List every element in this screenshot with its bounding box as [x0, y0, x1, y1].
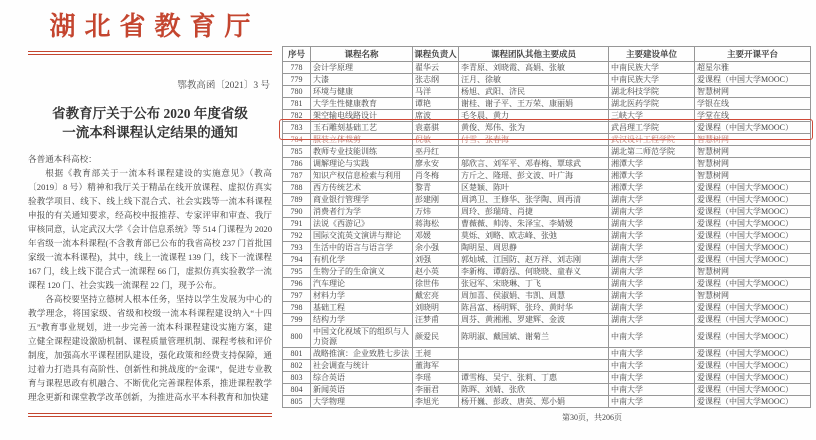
- table-cell: 804: [283, 384, 311, 396]
- table-cell: 李丽君: [413, 384, 459, 396]
- table-cell: 湖北第二师范学院: [609, 146, 695, 158]
- table-cell: 方斤之、隆瑶、彭文波、叶广海: [459, 170, 609, 182]
- table-cell: 周加喜、侯淑娟、韦凯、周慧: [459, 290, 609, 302]
- table-cell: 爱课程（中国大学MOOC）: [695, 74, 811, 86]
- table-cell: 武汉设计工程学院: [609, 134, 695, 146]
- footer-divider-line: [28, 413, 272, 417]
- table-cell: 杨开巍、彭政、唐英、郑小娟: [459, 396, 609, 408]
- table-cell: 爱课程（中国大学MOOC）: [695, 218, 811, 230]
- table-row: [283, 74, 811, 86]
- table-cell: 803: [283, 372, 311, 384]
- column-header: 课程名称: [311, 47, 413, 62]
- official-notice-document: [28, 10, 272, 417]
- table-cell: 779: [283, 74, 311, 86]
- table-row: [283, 170, 811, 182]
- letterhead-title: 湖北省教育厅: [49, 12, 260, 41]
- notice-title-line2: 一流本科课程认定结果的通知: [62, 125, 238, 140]
- table-cell: 湖北科技学院: [609, 86, 695, 98]
- table-cell: 环境与健康: [311, 86, 413, 98]
- table-cell: 爱课程（中国大学MOOC）: [695, 194, 811, 206]
- table-cell: 马洋: [413, 86, 459, 98]
- table-row: [283, 194, 811, 206]
- table-cell: 有机化学: [311, 254, 413, 266]
- table-cell: 邬欣言、刘军平、邓春梅、覃球武: [459, 158, 609, 170]
- table-cell: 783: [283, 122, 311, 134]
- table-cell: 陈明淑、戴国斌、谢菊兰: [459, 326, 609, 348]
- table-cell: 793: [283, 242, 311, 254]
- table-cell: 782: [283, 110, 311, 122]
- table-cell: 795: [283, 266, 311, 278]
- table-cell: 智慧树网: [695, 86, 811, 98]
- notice-title: [28, 104, 272, 142]
- table-cell: 武昌理工学院: [609, 122, 695, 134]
- table-cell: 新闻英语: [311, 384, 413, 396]
- body-paragraph-2: 各高校要坚持立德树人根本任务，坚持以学生发展为中心的教学理念，将国家级、省级和校级一流本科课程建设纳入“十四五”教育事业规划，进一步完善一流本科课程建设实施方案，建立健全课程建设激励机制、课程质量管理机制、课程考核和评价制度，加强高水平课程团队建设，强化政策和经费支持保障，通过着力打造具有高阶性、创新性和挑战度的“金课”，促进专业教育与课程思政有机融合、不断优化完善课程体系，推进课程教学理念更新和课堂教学改革创新，为推进高水平本科教育和加快建: [28, 294, 272, 402]
- page-footer: 第30页，共206页: [562, 413, 622, 422]
- table-cell: 爱课程（中国大学MOOC）: [695, 254, 811, 266]
- table-cell: 肖冬梅: [413, 170, 459, 182]
- table-cell: 陶明星、周思静: [459, 242, 609, 254]
- table-cell: 周鸿卫、王修华、张学陶、周再清: [459, 194, 609, 206]
- table-cell: 李青原、刘晓霞、高娟、张敏: [459, 62, 609, 74]
- table-cell: 爱课程（中国大学MOOC）: [695, 182, 811, 194]
- table-cell: 综合英语: [311, 372, 413, 384]
- table-cell: 谭艳: [413, 98, 459, 110]
- table-row: [283, 134, 811, 146]
- table-cell: 大学物理: [311, 396, 413, 408]
- table-cell: 湖南大学: [609, 242, 695, 254]
- table-cell: 799: [283, 314, 311, 326]
- table-cell: 湖北医药学院: [609, 98, 695, 110]
- table-cell: 翟华云: [413, 62, 459, 74]
- table-row: [283, 218, 811, 230]
- table-header-row: [283, 47, 811, 62]
- table-row: [283, 254, 811, 266]
- table-cell: 材料力学: [311, 290, 413, 302]
- table-cell: 战略推演：企业致胜七步法: [311, 348, 413, 360]
- table-cell: 社会调查与统计: [311, 360, 413, 372]
- table-row: [283, 62, 811, 74]
- table-cell: 余小强: [413, 242, 459, 254]
- table-cell: 爱课程（中国大学MOOC）: [695, 302, 811, 314]
- table-row: [283, 206, 811, 218]
- column-header: 主要开课平台: [695, 47, 811, 62]
- table-cell: 790: [283, 206, 311, 218]
- course-table: [282, 46, 811, 408]
- table-cell: 廖永安: [413, 158, 459, 170]
- table-cell: 彭建刚: [413, 194, 459, 206]
- table-row: [283, 266, 811, 278]
- table-cell: 王昶: [413, 348, 459, 360]
- table-cell: 797: [283, 290, 311, 302]
- table-cell: 周芬、黄湘湘、罗建辉、金波: [459, 314, 609, 326]
- table-cell: 生活中的语言与语言学: [311, 242, 413, 254]
- table-cell: 邓媛: [413, 230, 459, 242]
- table-cell: 781: [283, 98, 311, 110]
- table-cell: 湘潭大学: [609, 182, 695, 194]
- table-cell: 张冠军、宋晓琳、丁飞: [459, 278, 609, 290]
- table-cell: 莫烁、刘略、欧志峰、张弛: [459, 230, 609, 242]
- document-number: 鄂教高函〔2021〕3 号: [177, 81, 270, 91]
- table-cell: 805: [283, 396, 311, 408]
- table-row: [283, 290, 811, 302]
- table-row: [283, 326, 811, 348]
- table-cell: 湖南大学: [609, 230, 695, 242]
- table-cell: 汪梦甫: [413, 314, 459, 326]
- table-cell: 788: [283, 182, 311, 194]
- table-cell: 801: [283, 348, 311, 360]
- table-cell: 中南大学: [609, 384, 695, 396]
- column-header: 课程团队其他主要成员: [459, 47, 609, 62]
- table-cell: 消费者行为学: [311, 206, 413, 218]
- table-cell: 玉石雕刻基础工艺: [311, 122, 413, 134]
- table-cell: 爱课程（中国大学MOOC）: [695, 396, 811, 408]
- table-cell: 学堂在线: [695, 110, 811, 122]
- table-cell: 爱课程（中国大学MOOC）: [695, 242, 811, 254]
- table-cell: 三峡大学: [609, 110, 695, 122]
- table-cell: 谢桂、谢子平、王万荣、康丽娟: [459, 98, 609, 110]
- table-row: [283, 230, 811, 242]
- table-cell: 湖南大学: [609, 314, 695, 326]
- column-header: 课程负责人: [413, 47, 459, 62]
- table-row: [283, 278, 811, 290]
- table-cell: 蒋海松: [413, 218, 459, 230]
- table-cell: 爱课程（中国大学MOOC）: [695, 314, 811, 326]
- table-cell: 生物分子的生命演义: [311, 266, 413, 278]
- table-cell: 基础工程: [311, 302, 413, 314]
- table-cell: 刘强: [413, 254, 459, 266]
- table-cell: 董海军: [413, 360, 459, 372]
- table-cell: 湖南大学: [609, 266, 695, 278]
- table-cell: 超星尔雅: [695, 62, 811, 74]
- table-cell: 湖南大学: [609, 206, 695, 218]
- table-cell: [459, 146, 609, 158]
- table-row: [283, 98, 811, 110]
- table-cell: 爱课程（中国大学MOOC）: [695, 326, 811, 348]
- table-cell: 智慧树网: [695, 134, 811, 146]
- table-cell: 湖南大学: [609, 218, 695, 230]
- table-cell: 李旭光: [413, 396, 459, 408]
- table-cell: 杨旭、武阳、济民: [459, 86, 609, 98]
- table-cell: [459, 348, 609, 360]
- table-cell: 席波: [413, 110, 459, 122]
- table-cell: 区楚颖、陈叶: [459, 182, 609, 194]
- table-cell: [459, 360, 609, 372]
- table-cell: 汪月、徐敏: [459, 74, 609, 86]
- table-cell: 湘潭大学: [609, 158, 695, 170]
- salutation-text: 各普通本科高校：: [28, 154, 97, 164]
- table-cell: 陈晖、刘婧、张欣: [459, 384, 609, 396]
- table-cell: 中南大学: [609, 372, 695, 384]
- table-cell: 中南大学: [609, 326, 695, 348]
- table-cell: 知识产权信息检索与利用: [311, 170, 413, 182]
- table-cell: 湖南大学: [609, 302, 695, 314]
- table-cell: 袁嘉骐: [413, 122, 459, 134]
- table-cell: 中南民族大学: [609, 62, 695, 74]
- table-row: [283, 372, 811, 384]
- table-cell: 中南民族大学: [609, 74, 695, 86]
- table-row: [283, 384, 811, 396]
- table-cell: 791: [283, 218, 311, 230]
- table-cell: 国际交流英文演讲与辩论: [311, 230, 413, 242]
- body-paragraph-1: 根据《教育部关于一流本科课程建设的实施意见》（教高〔2019〕8 号）精神和我厅关于精品在线开放课程、虚拟仿真实验教学项目、线下、线上线下混合式、社会实践等一流本科课程申报的有关通知要求，经高校申报推荐、专家评审和审查、我厅审核同意，认定武汉大学《会计信息系统》等 514 门课程为 2020 年省级一流本科课程(不含教育部已公布的我省高校 237 门首批国家级一流本科课程)，其中，线上一流课程 139 门，线下一流课程 167 门，线上线下混合式一流课程 66 门，虚拟仿真实验教学一流课程 120 门、社会实践一流课程 22 门，现予公布。: [28, 168, 272, 290]
- table-cell: 中南大学: [609, 396, 695, 408]
- table-cell: 巫丹红: [413, 146, 459, 158]
- table-row: [283, 314, 811, 326]
- table-cell: 黄俊、郑伟、张为: [459, 122, 609, 134]
- table-cell: 爱课程（中国大学MOOC）: [695, 348, 811, 360]
- table-cell: 万炜: [413, 206, 459, 218]
- table-cell: 谭雪梅、吴宁、张莉、丁惠: [459, 372, 609, 384]
- table-cell: 西方传统艺术: [311, 182, 413, 194]
- table-cell: 会计学原理: [311, 62, 413, 74]
- table-cell: 爱课程（中国大学MOOC）: [695, 384, 811, 396]
- table-cell: 架空输电线路设计: [311, 110, 413, 122]
- table-cell: 798: [283, 302, 311, 314]
- table-cell: 智慧树网: [695, 146, 811, 158]
- table-cell: 智慧树网: [695, 290, 811, 302]
- table-cell: 780: [283, 86, 311, 98]
- table-cell: 黎青: [413, 182, 459, 194]
- table-row: [283, 86, 811, 98]
- table-cell: 刘晓明: [413, 302, 459, 314]
- table-row: [283, 242, 811, 254]
- table-row: [283, 348, 811, 360]
- table-cell: 学银在线: [695, 98, 811, 110]
- table-cell: 倪敏: [413, 134, 459, 146]
- table-cell: 湖南大学: [609, 194, 695, 206]
- table-cell: 智慧树网: [695, 170, 811, 182]
- table-cell: 中南大学: [609, 360, 695, 372]
- table-cell: 陈昌富、杨明辉、张玲、黄时华: [459, 302, 609, 314]
- table-cell: 湘潭大学: [609, 170, 695, 182]
- table-cell: 爱课程（中国大学MOOC）: [695, 372, 811, 384]
- table-cell: 结构力学: [311, 314, 413, 326]
- table-cell: 湖南大学: [609, 278, 695, 290]
- table-row: [283, 182, 811, 194]
- table-cell: 赵小英: [413, 266, 459, 278]
- table-cell: 784: [283, 134, 311, 146]
- table-row: [283, 302, 811, 314]
- column-header: 序号: [283, 47, 311, 62]
- table-cell: 郭灿城、江国防、赵万祥、刘志刚: [459, 254, 609, 266]
- table-row: [283, 110, 811, 122]
- table-cell: 李新梅、谭蔚泓、何晓晓、童春义: [459, 266, 609, 278]
- table-cell: 大漆: [311, 74, 413, 86]
- table-cell: 爱课程（中国大学MOOC）: [695, 278, 811, 290]
- table-cell: 802: [283, 360, 311, 372]
- table-row: [283, 158, 811, 170]
- table-cell: 曹薇薇、帅涛、朱泽宝、李婧媛: [459, 218, 609, 230]
- table-cell: 中国文化视域下的组织与人力资源: [311, 326, 413, 348]
- table-cell: 服装立体裁剪: [311, 134, 413, 146]
- table-cell: 大学生性健康教育: [311, 98, 413, 110]
- table-cell: 李瑶: [413, 372, 459, 384]
- letterhead-divider-line: [28, 51, 272, 55]
- column-header: 主要建设单位: [609, 47, 695, 62]
- table-cell: 爱课程（中国大学MOOC）: [695, 360, 811, 372]
- table-row: [283, 360, 811, 372]
- table-cell: 调解理论与实践: [311, 158, 413, 170]
- table-cell: 徐世伟: [413, 278, 459, 290]
- table-cell: 中南大学: [609, 348, 695, 360]
- table-cell: 787: [283, 170, 311, 182]
- table-cell: 789: [283, 194, 311, 206]
- table-row: [283, 396, 811, 408]
- table-cell: 湖南大学: [609, 290, 695, 302]
- table-cell: 毛冬晨、黄力: [459, 110, 609, 122]
- table-cell: 教师专业技能训练: [311, 146, 413, 158]
- table-cell: 汽车理论: [311, 278, 413, 290]
- table-cell: 商业银行管理学: [311, 194, 413, 206]
- table-row: [283, 146, 811, 158]
- table-row: [283, 122, 811, 134]
- notice-title-line1: 省教育厅关于公布 2020 年度省级: [52, 106, 248, 121]
- table-cell: 786: [283, 158, 311, 170]
- table-cell: 800: [283, 326, 311, 348]
- table-cell: 付雪、张春海: [459, 134, 609, 146]
- course-table-container: [282, 46, 810, 423]
- table-cell: 颜爱民: [413, 326, 459, 348]
- table-cell: 张志纲: [413, 74, 459, 86]
- table-cell: 周玲、彭瑞琦、肖捷: [459, 206, 609, 218]
- table-cell: 796: [283, 278, 311, 290]
- table-cell: 爱课程（中国大学MOOC）: [695, 230, 811, 242]
- table-cell: 智慧树网: [695, 266, 811, 278]
- table-cell: 794: [283, 254, 311, 266]
- table-cell: 湖南大学: [609, 254, 695, 266]
- table-cell: 785: [283, 146, 311, 158]
- table-cell: 792: [283, 230, 311, 242]
- table-cell: 智慧树网: [695, 158, 811, 170]
- table-cell: 爱课程（中国大学MOOC）: [695, 206, 811, 218]
- table-cell: 778: [283, 62, 311, 74]
- table-cell: 戴宏亮: [413, 290, 459, 302]
- table-cell: 爱课程（中国大学MOOC）: [695, 122, 811, 134]
- table-cell: 法说《西游记》: [311, 218, 413, 230]
